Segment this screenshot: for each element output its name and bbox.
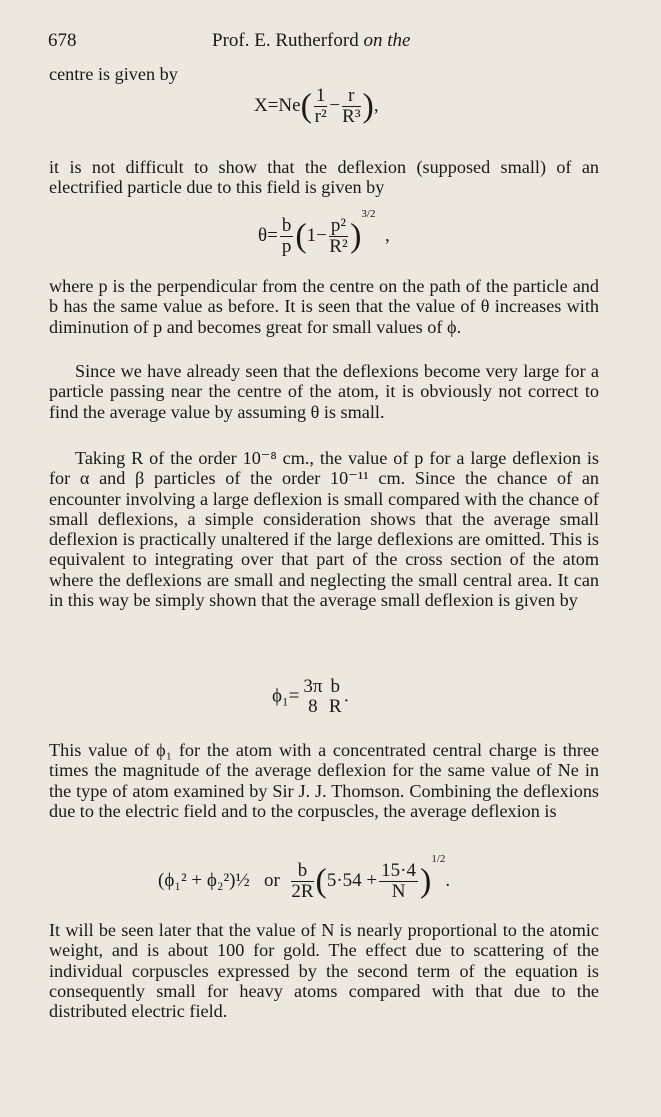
paragraph-6: This value of ϕ₁ for the atom with a concentrated central charge is three times the magnitude of the average deflexion for the same value of Ne in the type of atom examined by Sir J. J. Thomson. Combining the deflexions due to the electric field and to the corpuscles, the average deflexion is (49, 740, 599, 821)
running-header (44, 30, 617, 58)
equation-3: ϕ₁= 3π 8 b R . (272, 676, 349, 717)
paragraph-2: it is not difficult to show that the deflexion (supposed small) of an electrified particle due to this field is given by (49, 157, 599, 198)
equation-2: θ= $\frac{b}{p}$ (1− $\frac{\text{p²}}{\text{R²}}$ )$^{3/2}$ , (258, 208, 390, 258)
equation-1: X=Ne( $\frac{1}{\text{r²}}$ − $\frac{r}{\text{R³}}$ ), (254, 85, 379, 127)
equation-4: (ϕ₁² + ϕ₂²)½ or $\frac{b}{2R}$ (5·54 + $\frac{15\cdot 4}{N}$ )$^{1/2}$. (158, 853, 451, 903)
page-number: 678 (48, 30, 77, 51)
running-title: Prof. E. Rutherford on the (212, 30, 411, 51)
paragraph-1: centre is given by (49, 64, 178, 84)
paragraph-4: Since we have already seen that the deflexions become very large for a particle passing near the centre of the atom, it is obviously not correct to find the average value by assuming θ is small. (49, 361, 599, 422)
paragraph-3: where p is the perpendicular from the centre on the path of the particle and b has the same value as before. It is seen that the value of θ increases with diminution of p and becomes great for small values of ϕ. (49, 276, 599, 337)
paragraph-7: It will be seen later that the value of N is nearly proportional to the atomic weight, and is about 100 for gold. The effect due to scattering of the individual corpuscles expressed by the second term of the equation is consequently small for heavy atoms compared with that due to the distributed electric field. (49, 920, 599, 1022)
paragraph-5: Taking R of the order 10⁻⁸ cm., the value of p for a large deflexion is for α and β particles of the order 10⁻¹¹ cm. Since the chance of an encounter involving a large deflexion is small compared with the chance of small deflexions, a simple consideration shows that the average small deflexion is practically unaltered if the large deflexions are omitted. This is equivalent to integrating over that part of the cross section of the atom where the deflexions are small and neglecting the small central area. It can in this way be simply shown that the average small deflexion is given by (49, 448, 599, 611)
